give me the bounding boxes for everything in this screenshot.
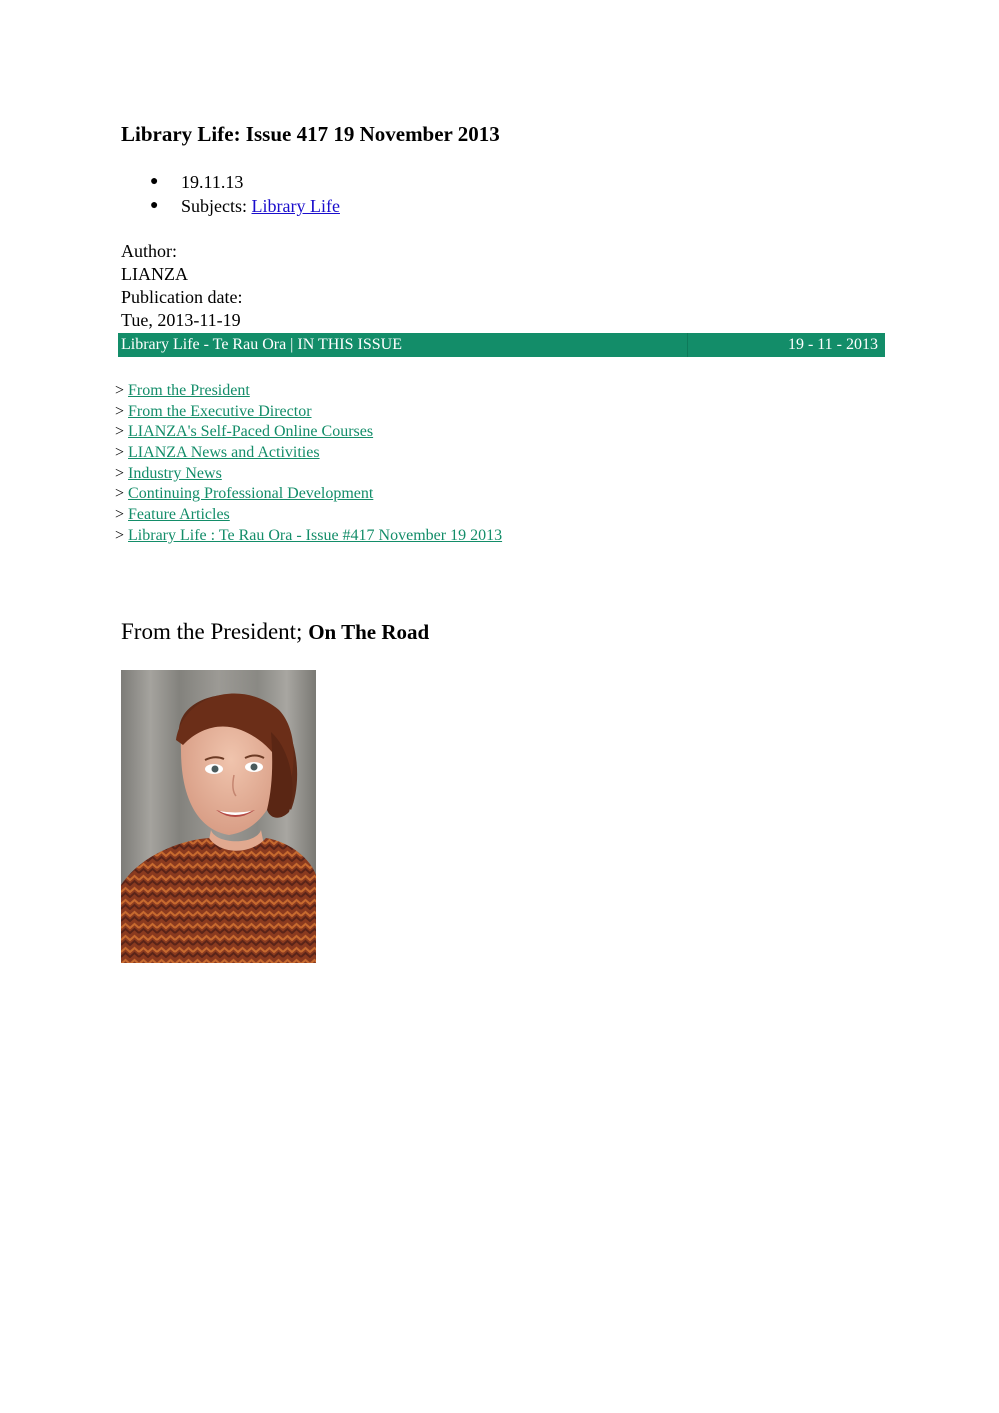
toc-arrow: > — [115, 382, 125, 399]
toc-link-online-courses[interactable]: LIANZA's Self-Paced Online Courses — [128, 423, 374, 441]
section-heading — [121, 617, 429, 647]
meta-subjects-item — [121, 194, 340, 218]
toc-item — [115, 422, 502, 443]
bullet-icon: ● — [150, 198, 159, 213]
toc-link-feature-articles[interactable]: Feature Articles — [128, 506, 230, 524]
toc-link-president[interactable]: From the President — [128, 382, 250, 399]
page-title: Library Life: Issue 417 19 November 2013 — [121, 122, 500, 146]
toc-item — [115, 443, 502, 464]
toc-item — [115, 402, 502, 423]
president-portrait-image — [121, 670, 316, 963]
toc-item — [115, 526, 502, 547]
author-label: Author: — [121, 241, 177, 261]
meta-date: 19.11.13 — [181, 172, 244, 192]
toc-arrow: > — [115, 526, 125, 544]
section-heading-prefix: From the President; — [121, 619, 309, 644]
meta-date-item — [121, 170, 340, 194]
issue-header-bar — [118, 333, 885, 357]
toc-item — [115, 484, 502, 505]
pubdate-label: Publication date: — [121, 287, 243, 307]
section-heading-bold: On The Road — [308, 620, 430, 644]
toc-link-executive-director[interactable]: From the Executive Director — [128, 402, 312, 420]
bullet-icon: ● — [150, 174, 159, 189]
pubdate-value: Tue, 2013-11-19 — [121, 310, 241, 330]
toc-arrow: > — [115, 506, 125, 524]
toc-link-cpd[interactable]: Continuing Professional Development — [128, 485, 374, 503]
author-value: LIANZA — [121, 264, 188, 284]
toc-link-industry-news[interactable]: Industry News — [128, 464, 222, 482]
toc-link-news-activities[interactable]: LIANZA News and Activities — [128, 444, 320, 462]
issue-bar-title: Library Life - Te Rau Ora | IN THIS ISSUE — [121, 336, 402, 353]
toc-arrow: > — [115, 464, 125, 482]
portrait-illustration — [121, 670, 316, 963]
issue-bar-date: 19 - 11 - 2013 — [787, 336, 878, 353]
toc-item — [115, 505, 502, 526]
toc-arrow: > — [115, 402, 125, 420]
toc-arrow: > — [115, 423, 125, 441]
toc-link-issue-417[interactable]: Library Life : Te Rau Ora - Issue #417 November 19 2013 — [128, 526, 503, 544]
toc-arrow: > — [115, 444, 125, 462]
table-of-contents — [115, 381, 502, 547]
meta-list — [121, 170, 340, 218]
toc-arrow: > — [115, 485, 125, 503]
toc-item — [115, 464, 502, 485]
subject-link-library-life[interactable]: Library Life — [251, 196, 340, 216]
info-block — [121, 240, 242, 332]
toc-item — [115, 381, 502, 402]
subjects-label: Subjects: — [181, 196, 252, 216]
